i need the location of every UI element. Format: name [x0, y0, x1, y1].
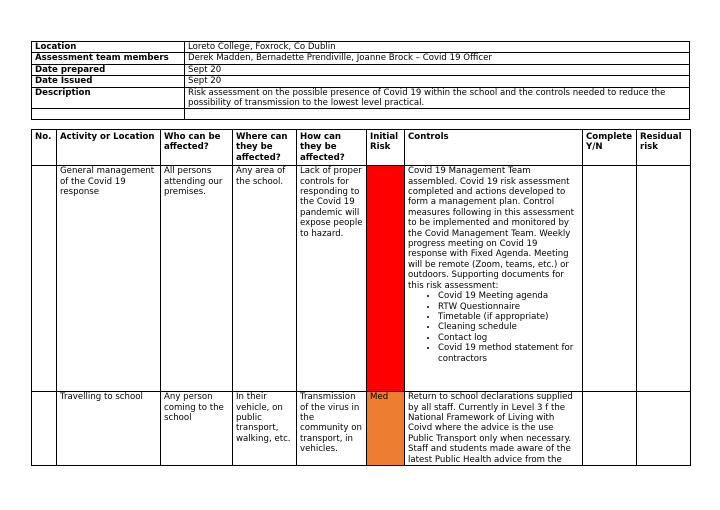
risk-assessment-table: [31, 129, 691, 466]
header-no: No.: [32, 130, 57, 166]
row-who: Any person coming to the school: [161, 392, 233, 466]
info-row-date-issued: [32, 76, 690, 87]
row-how: Transmission of the virus in the community on transport, in vehicles.: [297, 392, 367, 466]
list-item: • Timetable (if appropriate): [438, 312, 579, 322]
info-value: Sept 20: [185, 76, 690, 87]
table-row: [32, 166, 691, 392]
table-row: [32, 392, 691, 466]
info-row-date-prepared: [32, 64, 690, 75]
list-item: • RTW Questionnaire: [438, 302, 579, 312]
row-activity: General management of the Covid 19 response: [57, 166, 161, 392]
controls-bullet-list: [408, 291, 579, 364]
header-controls: Controls: [405, 130, 583, 166]
info-label-blank: [32, 109, 185, 120]
row-initial-risk: [367, 166, 405, 392]
info-row-blank: [32, 109, 690, 120]
header-initial-risk: Initial Risk: [367, 130, 405, 166]
risk-level-label: Med: [370, 392, 389, 403]
info-value-blank: [185, 109, 690, 120]
info-row-description: [32, 87, 690, 109]
info-row-team: [32, 53, 690, 64]
row-no: [32, 166, 57, 392]
header-where: Where can they be affected?: [233, 130, 297, 166]
row-activity: Travelling to school: [57, 392, 161, 466]
info-label: Description: [32, 87, 185, 109]
row-controls: [405, 392, 583, 466]
header-activity: Activity or Location: [57, 130, 161, 166]
info-label: Date prepared: [32, 64, 185, 75]
row-initial-risk: [367, 392, 405, 466]
list-item: • Contact log: [438, 333, 579, 343]
row-complete: [583, 166, 637, 392]
row-residual: [637, 166, 691, 392]
info-value: Sept 20: [185, 64, 690, 75]
list-item: • Covid 19 method statement for contractors: [438, 343, 579, 364]
info-label: Location: [32, 42, 185, 53]
row-who: All persons attending our premises.: [161, 166, 233, 392]
row-where: In their vehicle, on public transport, walking, etc.: [233, 392, 297, 466]
header-complete: Complete Y/N: [583, 130, 637, 166]
assessment-info-table: [31, 41, 690, 120]
info-value: Risk assessment on the possible presence of Covid 19 within the school and the controls needed to reduce the possibility of transmission to the lowest level practical.: [185, 87, 690, 109]
controls-text: Covid 19 Management Team assembled. Covid 19 risk assessment completed and actions developed to form a management plan. Control measures following in this assessment to be implemented and monitored by the Covid Management Team. Weekly progress meeting on Covid 19 response with Fixed Agenda. Meeting will be remote (Zoom, teams, etc.) or outdoors. Supporting documents for this risk assessment:: [408, 166, 574, 291]
row-how: Lack of proper controls for responding to the Covid 19 pandemic will expose people to hazard.: [297, 166, 367, 392]
info-value: Loreto College, Foxrock, Co Dublin: [185, 42, 690, 53]
list-item: • Cleaning schedule: [438, 322, 579, 332]
info-row-location: [32, 42, 690, 53]
info-label: Date Issued: [32, 76, 185, 87]
info-value: Derek Madden, Bernadette Prendiville, Joanne Brock – Covid 19 Officer: [185, 53, 690, 64]
controls-text: Return to school declarations supplied by all staff. Currently in Level 3 f the National Framework of Living with Coivd where the advice is the use Public Transport only when necessary. Staff and students made aware of the latest Public Health advice from the: [408, 392, 573, 465]
row-where: Any area of the school.: [233, 166, 297, 392]
header-residual: Residual risk: [637, 130, 691, 166]
row-no: [32, 392, 57, 466]
risk-table-header: [32, 130, 691, 166]
header-who: Who can be affected?: [161, 130, 233, 166]
row-complete: [583, 392, 637, 466]
info-label: Assessment team members: [32, 53, 185, 64]
row-residual: [637, 392, 691, 466]
row-controls: [405, 166, 583, 392]
header-how: How can they be affected?: [297, 130, 367, 166]
list-item: • Covid 19 Meeting agenda: [438, 291, 579, 301]
